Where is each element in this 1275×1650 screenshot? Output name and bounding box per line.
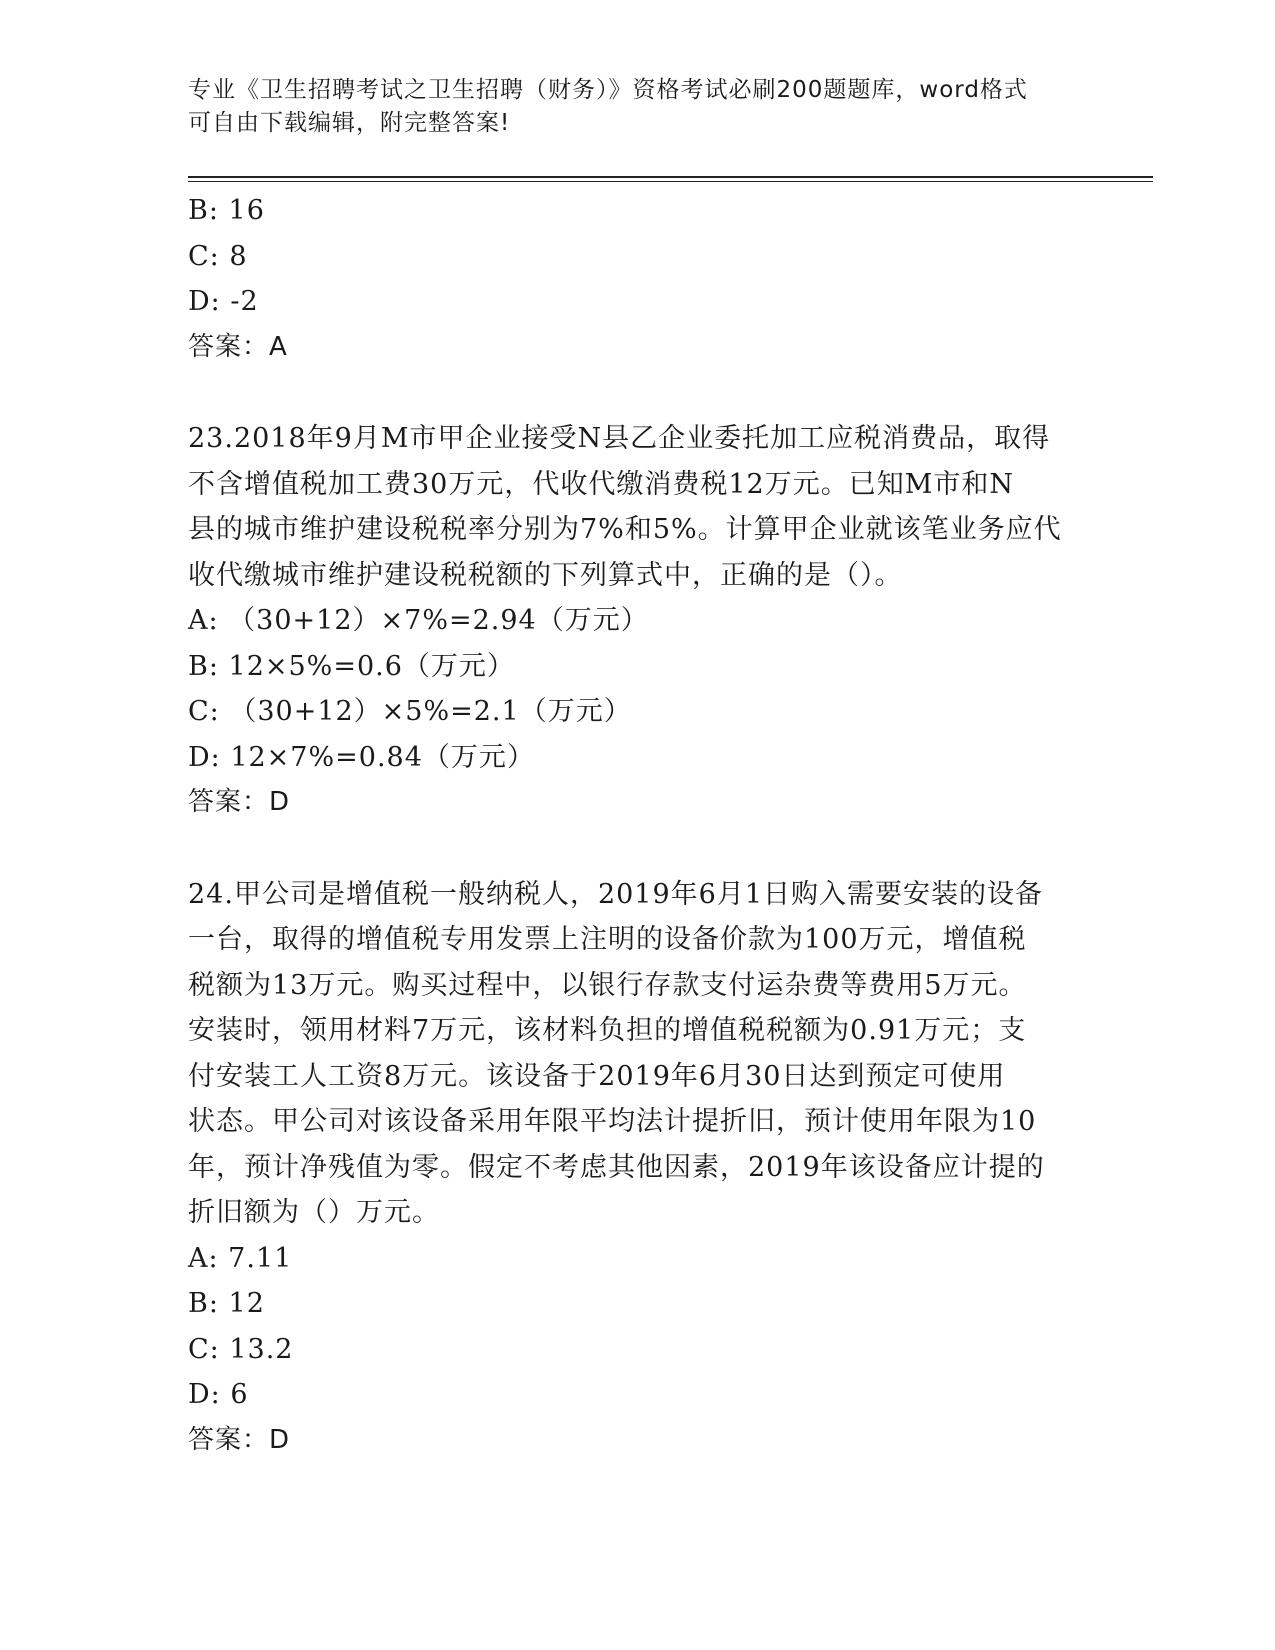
option-b: B: 12×5%=0.6（万元） [188, 650, 515, 682]
option-c: C: （30+12）×5%=2.1（万元） [188, 696, 632, 727]
option-d: D: -2 [188, 286, 259, 317]
header-line-1: 专业《卫生招聘考试之卫生招聘（财务）》资格考试必刷200题题库，word格式 [188, 77, 1028, 103]
question-text-line: 不含增值税加工费30万元，代收代缴消费税12万元。已知M市和N [188, 468, 1014, 500]
question-text-line: 23.2018年9月M市甲企业接受N县乙企业委托加工应税消费品，取得 [188, 423, 1051, 454]
option-a: A: 7.11 [188, 1242, 293, 1274]
option-c: C: 13.2 [188, 1333, 294, 1365]
header-rule-thick [188, 176, 1153, 178]
question-24 [188, 872, 1088, 1464]
question-text-line: 县的城市维护建设税税率分别为7%和5%。计算甲企业就该笔业务应代 [188, 514, 1062, 545]
option-a: A: （30+12）×7%=2.94（万元） [188, 605, 649, 636]
question-text-line: 年，预计净残值为零。假定不考虑其他因素，2019年该设备应计提的 [188, 1151, 1045, 1183]
question-text-line: 一台，取得的增值税专用发票上注明的设备价款为100万元，增值税 [188, 924, 1027, 955]
question-text-line: 税额为13万元。购买过程中，以银行存款支付运杂费等费用5万元。 [188, 969, 1027, 1001]
answer-line: 答案：D [188, 787, 291, 817]
header-line-2: 可自由下载编辑，附完整答案! [188, 110, 511, 136]
option-d: D: 12×7%=0.84（万元） [188, 741, 535, 773]
question-text-line: 付安装工人工资8万元。该设备于2019年6月30日达到预定可使用 [188, 1060, 1006, 1092]
option-d: D: 6 [188, 1379, 249, 1410]
previous-question-tail [188, 188, 1088, 370]
question-text-line: 安装时，领用材料7万元，该材料负担的增值税税额为0.91万元；支 [188, 1015, 1027, 1046]
option-b: B: 12 [188, 1288, 265, 1319]
question-text-line: 收代缴城市维护建设税税额的下列算式中，正确的是（）。 [188, 559, 903, 591]
document-body [188, 188, 1088, 1463]
question-23 [188, 416, 1088, 826]
question-text-line: 折旧额为（）万元。 [188, 1197, 440, 1228]
option-c: C: 8 [188, 240, 248, 272]
option-b: B: 16 [188, 195, 265, 226]
document-header [188, 74, 1088, 140]
header-rule-thin [188, 181, 1153, 182]
question-text-line: 状态。甲公司对该设备采用年限平均法计提折旧，预计使用年限为10 [188, 1106, 1037, 1137]
answer-line: 答案：A [188, 331, 288, 362]
question-text-line: 24.甲公司是增值税一般纳税人，2019年6月1日购入需要安装的设备 [188, 878, 1044, 910]
answer-line: 答案：D [188, 1424, 291, 1455]
